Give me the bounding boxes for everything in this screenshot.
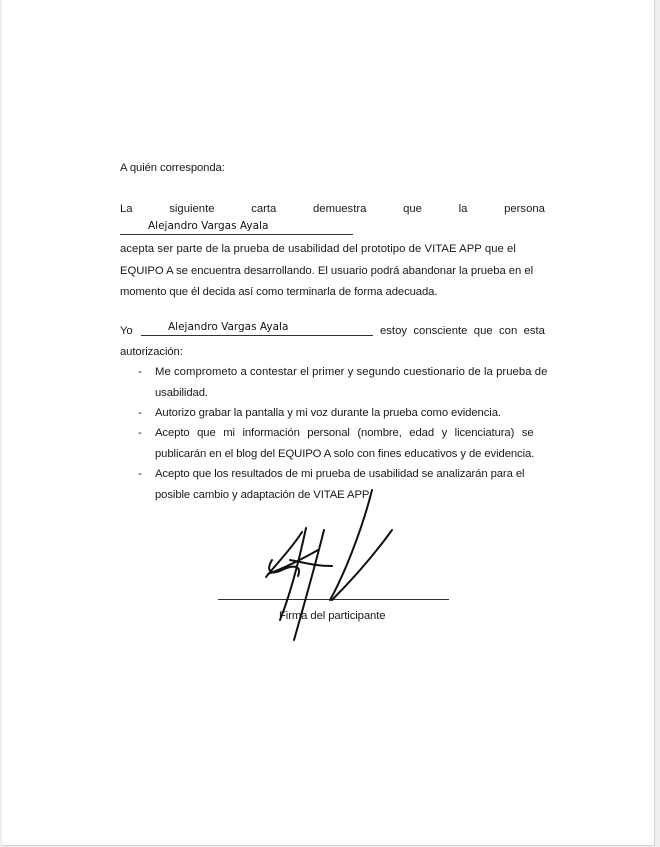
bullet-marker: - [138, 427, 142, 439]
bullet-1-line-1: Me comprometo a contestar el primer y segundo cuestionario de la prueba de [155, 366, 548, 378]
yo-label: Yo [120, 325, 133, 337]
bullet-3-line-1: Acepto que mi información personal (nombre, edad y licenciatura) se [155, 427, 534, 439]
document-page [2, 0, 655, 846]
handwritten-signature [2, 0, 654, 845]
paragraph-2-line-2: autorización: [120, 346, 183, 358]
signature-label: Firma del participante [279, 610, 386, 622]
bullet-2-line-1: Autorizo grabar la pantalla y mi voz durante la prueba como evidencia. [155, 407, 501, 419]
word: estoy [380, 325, 408, 337]
bullet-1-line-2: usabilidad. [155, 387, 208, 399]
paragraph-1-line-2: acepta ser parte de la prueba de usabilidad del prototipo de VITAE APP que el [120, 243, 516, 255]
word: La [120, 203, 133, 215]
bullet-marker: - [138, 468, 142, 480]
participant-name-filled-2: Alejandro Vargas Ayala [168, 321, 289, 333]
word: con [499, 325, 518, 337]
word: esta [523, 325, 545, 337]
bullet-3-line-2: publicarán en el blog del EQUIPO A solo con fines educativos y de evidencia. [155, 448, 535, 460]
salutation: A quién corresponda: [120, 162, 225, 174]
word: que [403, 203, 422, 215]
word: persona [504, 203, 545, 215]
paragraph-1-line-4: momento que él decida así como terminarla de forma adecuada. [120, 286, 438, 298]
bullet-4-line-1: Acepto que los resultados de mi prueba de usabilidad se analizarán para el [155, 468, 525, 480]
bullet-marker: - [138, 407, 142, 419]
paragraph-1-line-3: EQUIPO A se encuentra desarrollando. El usuario podrá abandonar la prueba en el [120, 265, 534, 277]
participant-name-filled: Alejandro Vargas Ayala [148, 220, 269, 232]
word: demuestra [313, 203, 367, 215]
bullet-marker: - [138, 366, 142, 378]
word: que [473, 325, 493, 337]
word: siguiente [169, 203, 215, 215]
word: carta [251, 203, 277, 215]
word: la [458, 203, 468, 215]
word: consciente [413, 325, 468, 337]
bullet-4-line-2: posible cambio y adaptación de VITAE APP. [155, 489, 371, 501]
